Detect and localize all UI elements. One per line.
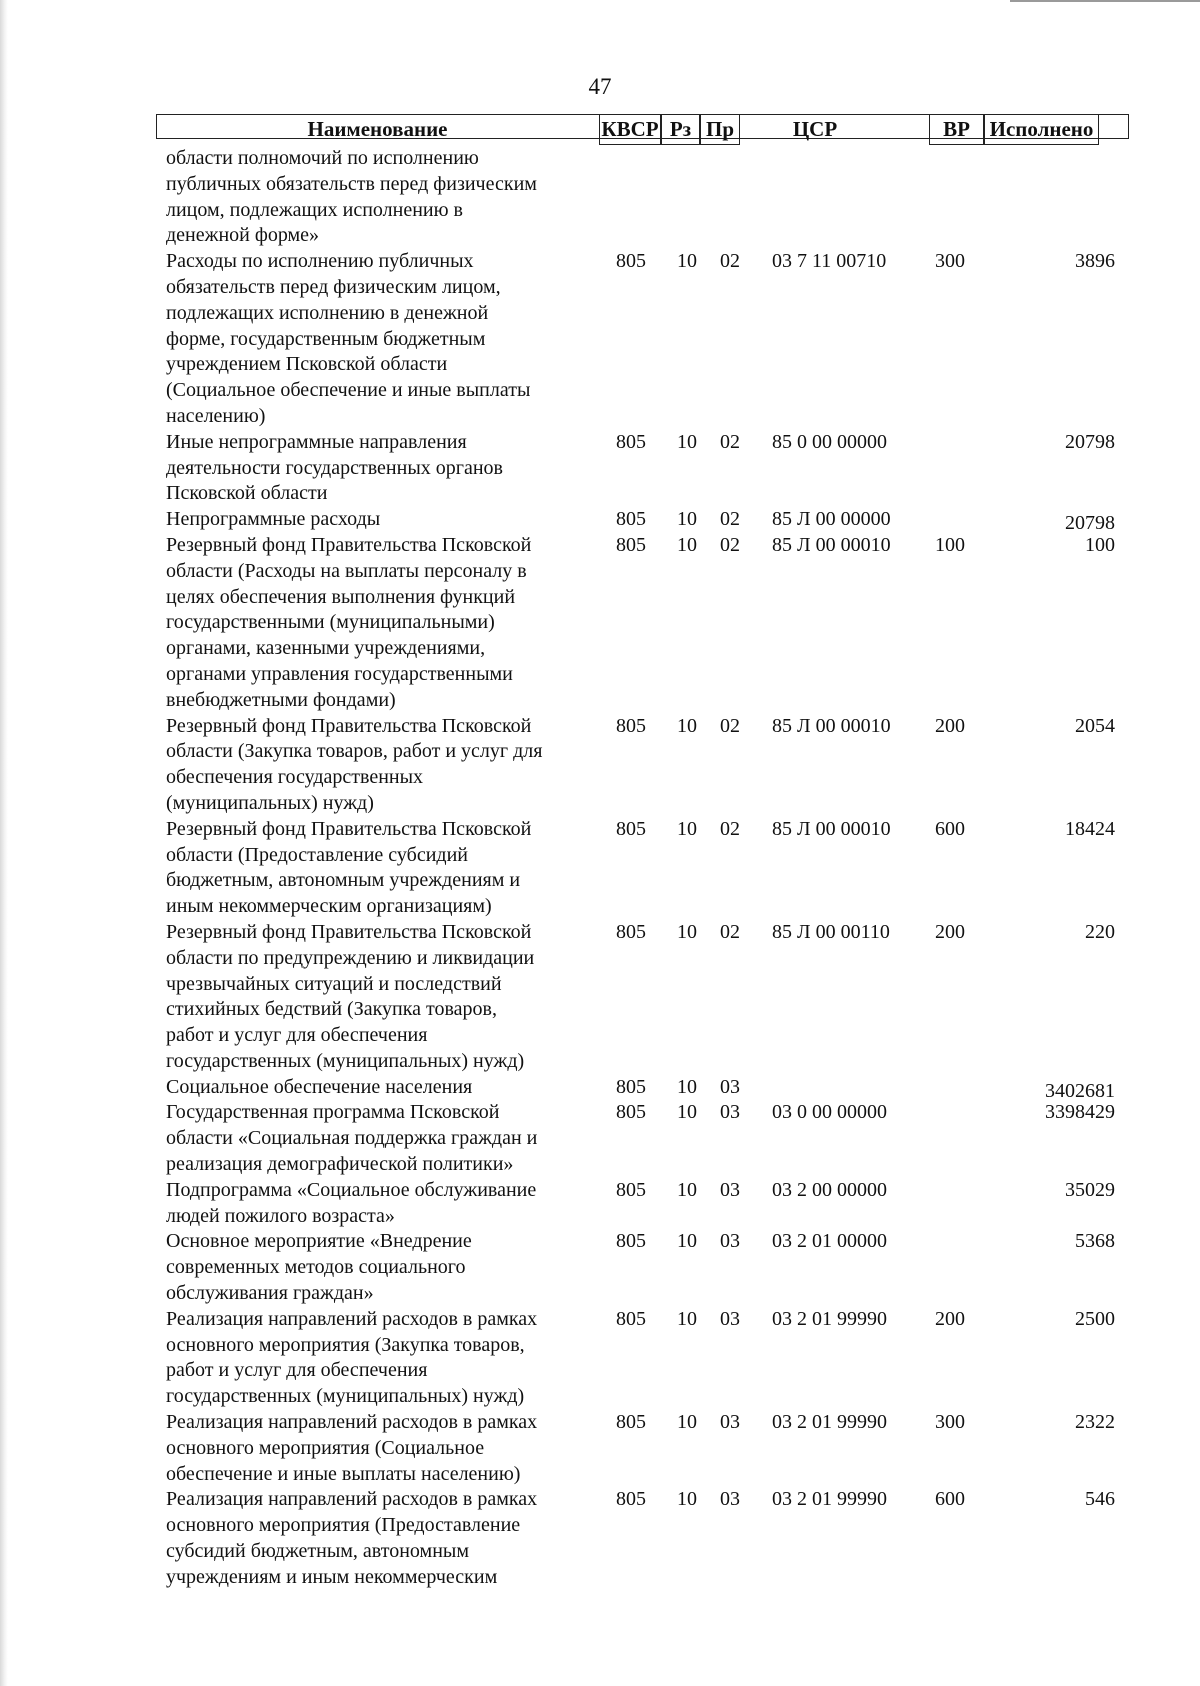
row-rz: 10 [677,1488,697,1511]
row-vr: 600 [935,817,965,840]
row-name-line: органами, казенными учреждениями, [166,637,486,660]
row-name-line: обеспечения государственных [166,766,424,789]
row-pr: 03 [720,1411,740,1434]
row-pr: 02 [720,920,740,943]
row-done: 3398429 [1045,1101,1115,1124]
row-rz: 10 [677,1178,697,1201]
row-name-line: области «Социальная поддержка граждан и [166,1127,538,1150]
row-name-line: лицом, подлежащих исполнению в [166,198,463,221]
row-name [166,920,596,1075]
row-done: 3896 [1075,250,1115,273]
row-name-line: (Социальное обеспечение и иные выплаты [166,379,531,402]
row-name-line: реализация демографической политики» [166,1153,514,1176]
row-rz: 10 [677,714,697,737]
row-vr: 300 [935,250,965,273]
row-name [166,430,596,507]
row-name [166,146,596,249]
table-row [0,146,1200,249]
row-name-line: современных методов социального [166,1256,466,1279]
row-rz: 10 [677,1101,697,1124]
row-name-line: Резервный фонд Правительства Псковской [166,714,532,737]
row-pr: 02 [720,508,740,531]
table-row [0,533,1200,714]
row-name [166,533,596,714]
row-csr: 03 2 01 99990 [772,1411,887,1434]
row-kvsr: 805 [616,1307,646,1330]
row-done: 2322 [1075,1411,1115,1434]
row-name-line: работ и услуг для обеспечения [166,1359,428,1382]
row-name-line: Непрограммные расходы [166,508,381,531]
row-pr: 03 [720,1178,740,1201]
row-csr: 03 2 01 99990 [772,1488,887,1511]
row-kvsr: 805 [616,714,646,737]
row-name-line: области полномочий по исполнению [166,147,479,169]
row-name-line: основного мероприятия (Социальное [166,1436,485,1459]
row-name [166,249,596,430]
row-name-line: денежной форме» [166,224,320,247]
row-csr: 85 Л 00 00010 [772,533,891,556]
row-name-line: стихийных бедствий (Закупка товаров, [166,998,497,1021]
row-name-line: основного мероприятия (Закупка товаров, [166,1333,525,1356]
row-name-line: Резервный фонд Правительства Псковской [166,817,532,840]
row-name [166,714,596,817]
scan-top-line [1010,0,1200,2]
header-done: Исполнено [984,114,1099,145]
row-name-line: субсидий бюджетным, автономным [166,1540,470,1563]
row-kvsr: 805 [616,1101,646,1124]
row-name-line: внебюджетными фондами) [166,688,396,711]
row-name-line: органами управления государственными [166,662,513,685]
row-csr: 85 Л 00 00110 [772,920,890,943]
table-row [0,1410,1200,1487]
row-done: 35029 [1065,1178,1115,1201]
row-rz: 10 [677,533,697,556]
header-kvsr: КВСР [599,114,661,145]
row-kvsr: 805 [616,1411,646,1434]
table-row [0,817,1200,920]
row-name [166,1075,596,1101]
row-done: 220 [1085,920,1115,943]
row-done: 18424 [1065,817,1115,840]
row-kvsr: 805 [616,1230,646,1253]
row-rz: 10 [677,1230,697,1253]
row-vr: 200 [935,920,965,943]
row-vr: 200 [935,1307,965,1330]
row-name-line: деятельности государственных органов [166,456,503,479]
row-name-line: Иные непрограммные направления [166,430,467,453]
row-pr: 02 [720,714,740,737]
row-done: 3402681 [1045,1079,1115,1102]
row-name [166,1229,596,1306]
row-name-line: Основное мероприятие «Внедрение [166,1230,472,1253]
table-header [156,114,1129,145]
row-name-line: подлежащих исполнению в денежной [166,301,489,324]
row-name-line: чрезвычайных ситуаций и последствий [166,972,502,995]
row-name-line: области (Закупка товаров, работ и услуг для [166,740,543,763]
table-row [0,1229,1200,1306]
row-pr: 02 [720,250,740,273]
row-kvsr: 805 [616,1178,646,1201]
row-kvsr: 805 [616,1488,646,1511]
row-name-line: Резервный фонд Правительства Псковской [166,533,532,556]
row-name-line: Реализация направлений расходов в рамках [166,1307,538,1330]
row-name-line: населению) [166,404,266,427]
row-name-line: области по предупреждению и ликвидации [166,946,535,969]
table-row [0,1307,1200,1410]
table-row [0,430,1200,507]
table-row [0,1075,1200,1101]
row-pr: 03 [720,1230,740,1253]
row-name-line: обслуживания граждан» [166,1282,374,1305]
row-kvsr: 805 [616,1075,646,1098]
row-csr: 85 Л 00 00010 [772,817,891,840]
row-pr: 03 [720,1307,740,1330]
header-vr: ВР [929,114,984,145]
row-kvsr: 805 [616,533,646,556]
row-rz: 10 [677,430,697,453]
row-csr: 03 7 11 00710 [772,250,887,273]
row-rz: 10 [677,250,697,273]
row-csr: 03 2 00 00000 [772,1178,887,1201]
row-name-line: Расходы по исполнению публичных [166,250,474,273]
row-name-line: основного мероприятия (Предоставление [166,1514,521,1537]
row-name [166,1410,596,1487]
row-name-line: учреждением Псковской области [166,353,448,376]
row-name-line: целях обеспечения выполнения функций [166,585,516,608]
table-row [0,507,1200,533]
row-name-line: Псковской области [166,482,328,505]
row-csr: 03 2 01 99990 [772,1307,887,1330]
row-csr: 85 Л 00 00010 [772,714,891,737]
row-vr: 200 [935,714,965,737]
row-name-line: обязательств перед физическим лицом, [166,275,501,298]
row-name-line: Государственная программа Псковской [166,1101,500,1124]
row-rz: 10 [677,817,697,840]
row-name-line: Социальное обеспечение населения [166,1075,473,1098]
table-row [0,249,1200,430]
table-row [0,920,1200,1075]
row-kvsr: 805 [616,817,646,840]
row-vr: 100 [935,533,965,556]
row-name-line: работ и услуг для обеспечения [166,1024,428,1047]
row-name [166,1178,596,1230]
row-rz: 10 [677,920,697,943]
row-name-line: форме, государственным бюджетным [166,327,486,350]
row-done: 20798 [1065,430,1115,453]
header-name: Наименование [307,117,448,141]
row-name-line: государственных (муниципальных) нужд) [166,1049,525,1072]
row-done: 2500 [1075,1307,1115,1330]
row-name-line: обеспечение и иные выплаты населению) [166,1462,521,1485]
row-done: 20798 [1065,512,1115,535]
row-name-line: людей пожилого возраста» [166,1204,395,1227]
row-pr: 03 [720,1101,740,1124]
row-name-line: Реализация направлений расходов в рамках [166,1488,538,1511]
row-done: 546 [1085,1488,1115,1511]
row-rz: 10 [677,1307,697,1330]
header-csr: ЦСР [792,117,838,141]
row-pr: 02 [720,430,740,453]
header-pr: Пр [700,114,740,145]
row-pr: 03 [720,1488,740,1511]
row-kvsr: 805 [616,508,646,531]
row-name-line: публичных обязательств перед физическим [166,172,537,195]
row-kvsr: 805 [616,250,646,273]
row-pr: 03 [720,1075,740,1098]
row-csr: 03 0 00 00000 [772,1101,887,1124]
row-vr: 300 [935,1411,965,1434]
table-body [0,146,1200,1591]
row-name [166,1487,596,1590]
row-name-line: учреждениям и иным некоммерческим [166,1565,498,1588]
row-rz: 10 [677,508,697,531]
row-name-line: Резервный фонд Правительства Псковской [166,920,532,943]
row-name-line: государственных (муниципальных) нужд) [166,1385,525,1408]
row-rz: 10 [677,1075,697,1098]
table-row [0,1178,1200,1230]
row-name-line: области (Предоставление субсидий [166,843,468,866]
row-name-line: иным некоммерческим организациям) [166,895,492,918]
row-pr: 02 [720,817,740,840]
row-name-line: бюджетным, автономным учреждениям и [166,869,521,892]
row-done: 2054 [1075,714,1115,737]
table-row [0,1100,1200,1177]
row-name [166,817,596,920]
table-row [0,714,1200,817]
row-pr: 02 [720,533,740,556]
row-vr: 600 [935,1488,965,1511]
row-done: 5368 [1075,1230,1115,1253]
row-name-line: Реализация направлений расходов в рамках [166,1411,538,1434]
row-csr: 85 0 00 00000 [772,430,887,453]
row-name-line: государственными (муниципальными) [166,611,495,634]
row-kvsr: 805 [616,430,646,453]
row-csr: 03 2 01 00000 [772,1230,887,1253]
row-name-line: (муниципальных) нужд) [166,791,374,814]
row-csr: 85 Л 00 00000 [772,508,891,531]
page-number: 47 [588,74,612,99]
row-name [166,1100,596,1177]
header-rz: Рз [661,114,700,145]
row-rz: 10 [677,1411,697,1434]
row-kvsr: 805 [616,920,646,943]
row-name-line: области (Расходы на выплаты персоналу в [166,559,527,582]
row-name [166,1307,596,1410]
row-name-line: Подпрограмма «Социальное обслуживание [166,1178,537,1201]
row-done: 100 [1085,533,1115,556]
row-name [166,507,596,533]
table-row [0,1487,1200,1590]
